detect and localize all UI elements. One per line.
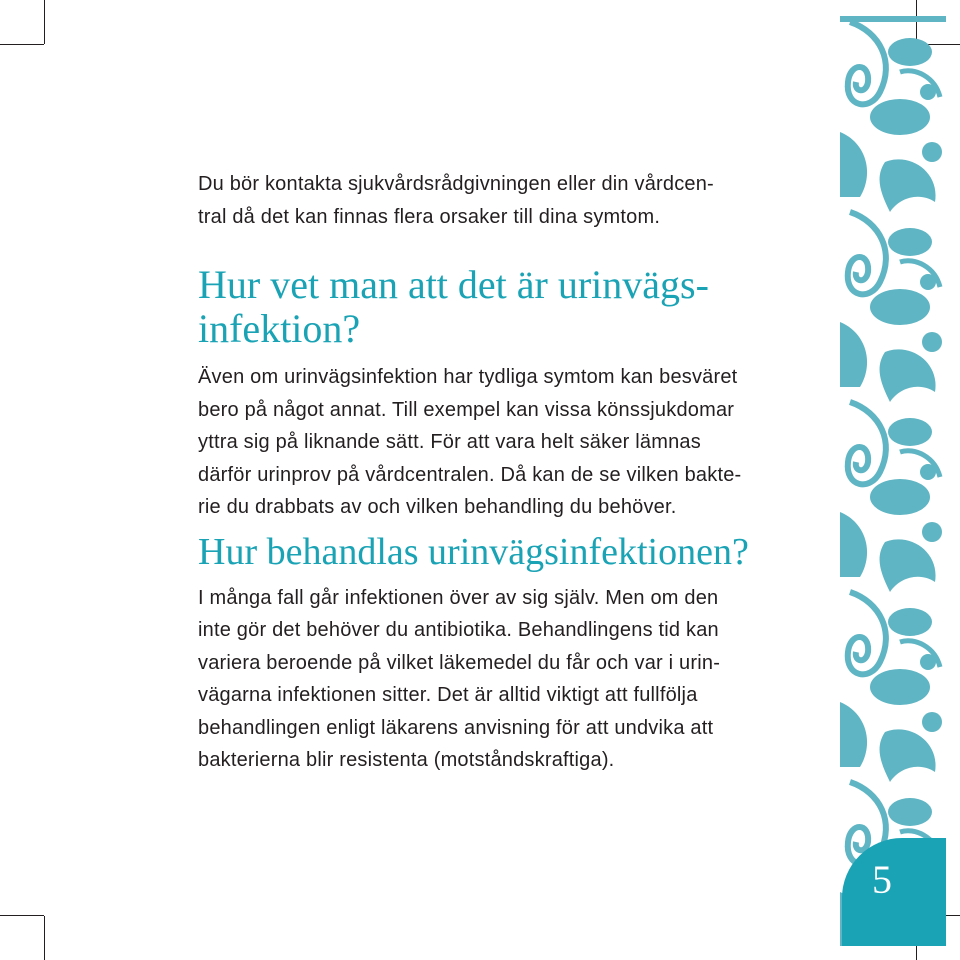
body-line: inte gör det behöver du antibiotika. Behandlingens tid kan bbox=[198, 619, 719, 641]
body-line: rie du drabbats av och vilken behandling du behöver. bbox=[198, 496, 677, 518]
page-content bbox=[198, 168, 768, 777]
body-line: därför urinprov på vårdcentralen. Då kan de se vilken bakte- bbox=[198, 463, 742, 486]
section-heading-treatment: Hur behandlas urinvägsinfektionen? bbox=[198, 530, 749, 573]
body-line: behandlingen enligt läkarens anvisning för att undvika att bbox=[198, 716, 714, 739]
crop-mark-bottom-left-vertical bbox=[44, 916, 45, 960]
page-number: 5 bbox=[872, 857, 892, 902]
crop-mark-top-left-vertical bbox=[44, 0, 45, 44]
body-line: variera beroende på vilket läkemedel du får och var i urin- bbox=[198, 651, 721, 674]
section-heading-diagnosis bbox=[198, 263, 768, 351]
body-line: bero på något annat. Till exempel kan vissa könssjukdomar bbox=[198, 398, 735, 421]
treatment-paragraph bbox=[198, 582, 768, 777]
intro-line: Du bör kontakta sjukvårdsrådgivningen eller din vårdcen- bbox=[198, 173, 714, 195]
body-line: Även om urinvägsinfektion har tydliga symtom kan besväret bbox=[198, 366, 738, 388]
intro-paragraph bbox=[198, 168, 768, 233]
heading-line: infektion? bbox=[198, 306, 361, 351]
intro-line: tral då det kan finnas flera orsaker till dina symtom. bbox=[198, 205, 661, 228]
body-line: yttra sig på liknande sätt. För att vara helt säker lämnas bbox=[198, 431, 701, 453]
body-line: I många fall går infektionen över av sig själv. Men om den bbox=[198, 586, 719, 609]
body-line: bakterierna blir resistenta (motståndskraftiga). bbox=[198, 749, 615, 771]
heading-line: Hur vet man att det är urinvägs- bbox=[198, 262, 709, 307]
crop-mark-bottom-left-horizontal bbox=[0, 915, 44, 916]
diagnosis-paragraph bbox=[198, 361, 768, 524]
body-line: vägarna infektionen sitter. Det är alltid viktigt att fullfölja bbox=[198, 684, 698, 706]
floral-damask-ornament-icon bbox=[840, 16, 946, 946]
crop-mark-top-left-horizontal bbox=[0, 44, 44, 45]
